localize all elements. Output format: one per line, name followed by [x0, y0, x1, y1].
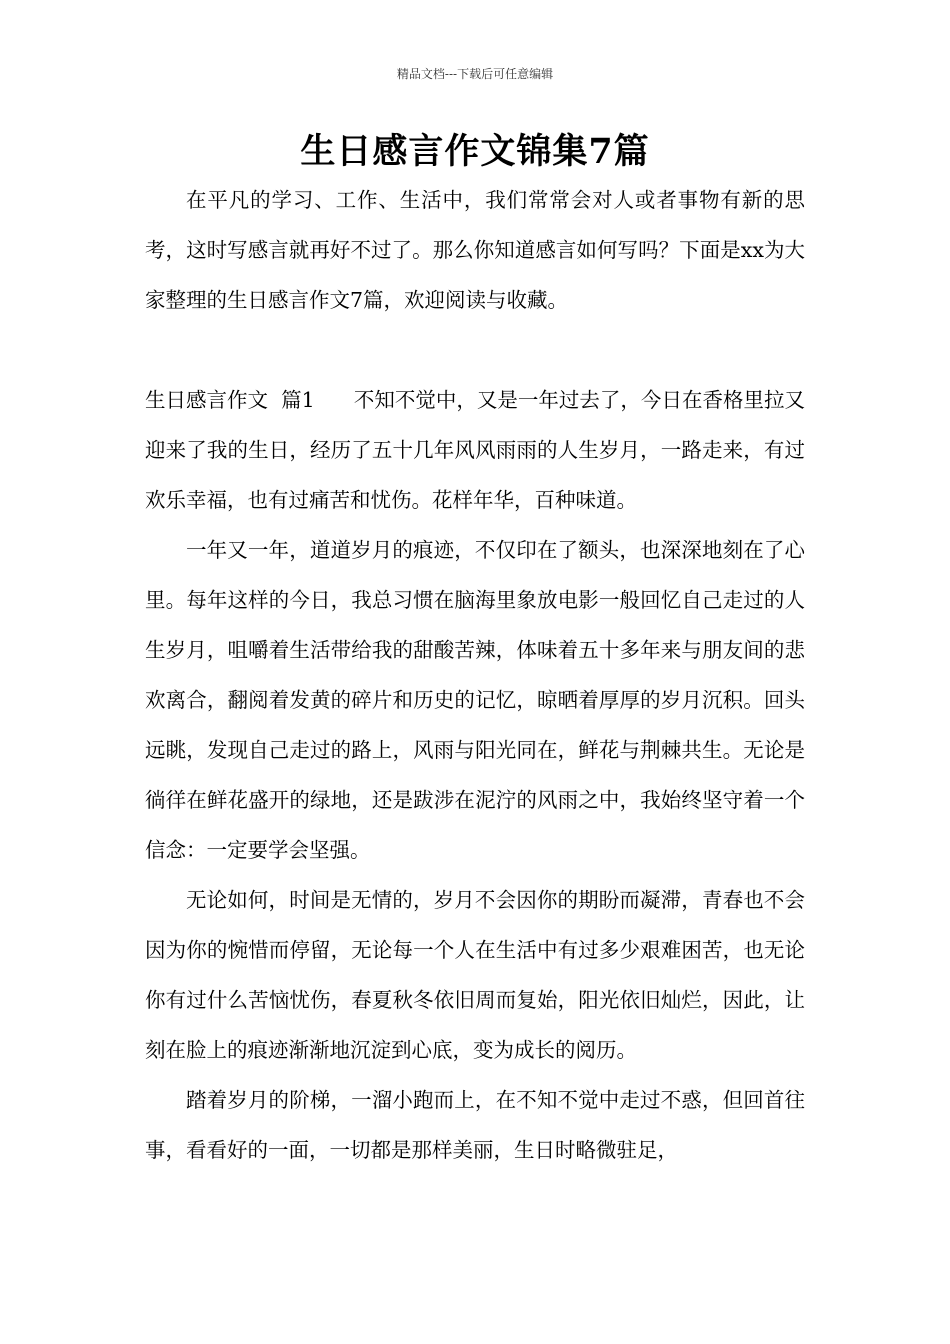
label-gap [315, 388, 354, 412]
section-1 [145, 375, 805, 1175]
section-label: 生日感言作文 篇1 [145, 388, 315, 412]
section-first-paragraph [145, 375, 805, 525]
intro-block [145, 175, 805, 325]
section-first-text: 不知不觉中，又是一年过去了，今日在香格里拉又迎来了我的生日，经历了五十几年风风雨雨的人生岁月，一路走来，有过欢乐幸福，也有过痛苦和忧伤。花样年华，百种味道。 [145, 388, 805, 512]
body-paragraph: 一年又一年，道道岁月的痕迹，不仅印在了额头，也深深地刻在了心里。每年这样的今日，我总习惯在脑海里象放电影一般回忆自己走过的人生岁月，咀嚼着生活带给我的甜酸苦辣，体味着五十多年来与朋友间的悲欢离合，翻阅着发黄的碎片和历史的记忆，晾晒着厚厚的岁月沉积。回头远眺，发现自己走过的路上，风雨与阳光同在，鲜花与荆棘共生。无论是徜徉在鲜花盛开的绿地，还是跋涉在泥泞的风雨之中，我始终坚守着一个信念：一定要学会坚强。 [145, 538, 805, 862]
body-paragraph: 无论如何，时间是无情的，岁月不会因你的期盼而凝滞，青春也不会因为你的惋惜而停留，无论每一个人在生活中有过多少艰难困苦，也无论你有过什么苦恼忧伤，春夏秋冬依旧周而复始，阳光依旧灿烂，因此，让刻在脸上的痕迹渐渐地沉淀到心底，变为成长的阅历。 [145, 888, 805, 1062]
document-title: 生日感言作文锦集7篇 [300, 131, 650, 172]
body-paragraph: 踏着岁月的阶梯，一溜小跑而上，在不知不觉中走过不惑，但回首往事，看看好的一面，一切都是那样美丽，生日时略微驻足， [145, 1088, 805, 1162]
intro-paragraph: 在平凡的学习、工作、生活中，我们常常会对人或者事物有新的思考，这时写感言就再好不过了。那么你知道感言如何写吗？下面是xx为大家整理的生日感言作文7篇，欢迎阅读与收藏。 [145, 188, 805, 312]
header-note: 精品文档---下载后可任意编辑 [396, 67, 554, 81]
